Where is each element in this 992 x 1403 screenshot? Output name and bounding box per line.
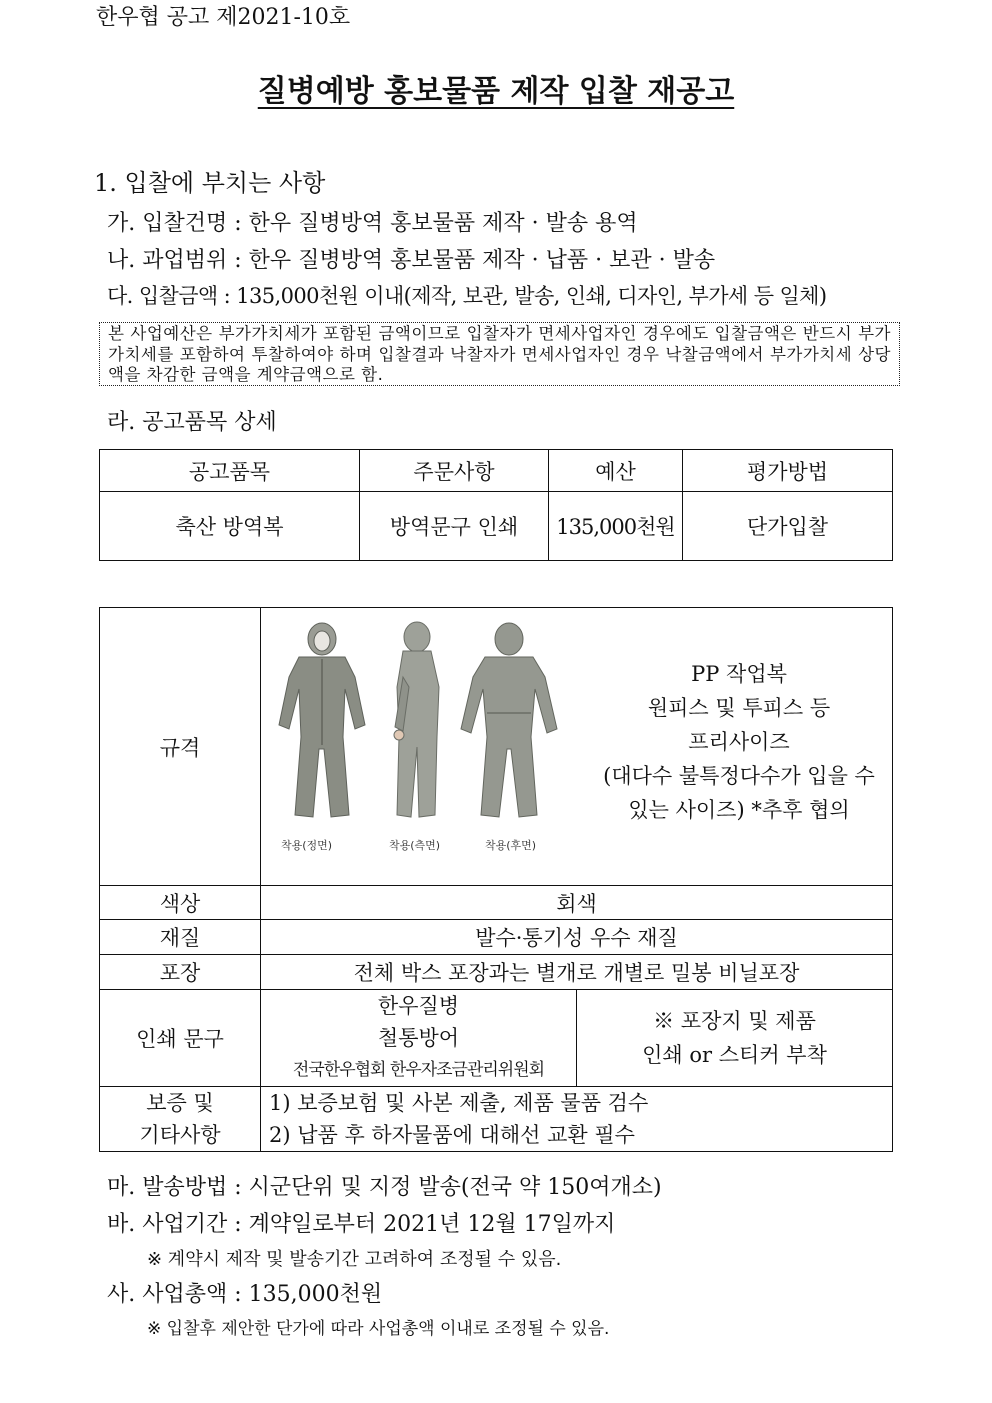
page-title (0, 66, 992, 110)
print-row (100, 990, 893, 1087)
item-ma: 마. 발송방법 : 시군단위 및 지정 발송(전국 약 150여개소) (107, 1175, 662, 1200)
spec-table (99, 607, 893, 1152)
caption-side: 착용(측면) (389, 838, 441, 852)
item-ra: 라. 공고품목 상세 (107, 410, 277, 435)
title-text: 질병예방 홍보물품 제작 입찰 재공고 (257, 74, 735, 109)
notice-number: 한우협 공고 제2021-10호 (96, 5, 351, 30)
spec-description (579, 657, 899, 827)
coverall-photos (269, 617, 559, 867)
guarantee-label-line: 보증 및 (146, 1091, 214, 1115)
caption-front: 착용(정면) (281, 838, 333, 852)
item-ba: 바. 사업기간 : 계약일로부터 2021년 12월 17일까지 (107, 1212, 616, 1237)
spec-line: PP 작업복 (691, 661, 787, 686)
spec-content-cell (261, 608, 893, 886)
coverall-front-image (279, 623, 365, 817)
header-evaluation: 평가방법 (683, 450, 893, 492)
packing-value: 전체 박스 포장과는 별개로 개별로 밀봉 비닐포장 (261, 955, 893, 990)
item-ba-note: ※ 계약시 제작 및 발송기간 고려하여 조정될 수 있음. (147, 1249, 562, 1270)
color-value: 회색 (261, 886, 893, 920)
material-label: 재질 (100, 920, 261, 955)
material-row (100, 920, 893, 955)
item-sa: 사. 사업총액 : 135,000천원 (107, 1282, 383, 1307)
print-note-line: 인쇄 or 스티커 부착 (642, 1043, 827, 1067)
header-order: 주문사항 (360, 450, 549, 492)
caption-back: 착용(후면) (485, 838, 537, 852)
item-da: 다. 입찰금액 : 135,000천원 이내(제작, 보관, 발송, 인쇄, 디자인, 부가세 등 일체) (107, 284, 827, 308)
print-text-cell (261, 990, 577, 1087)
print-line: 한우질병 (377, 994, 460, 1018)
vat-note-box: 본 사업예산은 부가가치세가 포함된 금액이므로 입찰자가 면세사업자인 경우에도 입찰금액은 반드시 부가가치세를 포함하여 투찰하여야 하며 입찰결과 낙찰자가 면세사업자인 경우 낙찰금액에서 부가가치세 상당액을 차감한 금액을 계약금액으로 함. (99, 322, 900, 386)
packing-label: 포장 (100, 955, 261, 990)
cell-budget: 135,000천원 (549, 492, 683, 561)
item-ga: 가. 입찰건명 : 한우 질병방역 홍보물품 제작 · 발송 용역 (107, 211, 638, 236)
guarantee-line: 2) 납품 후 하자물품에 대해선 교환 필수 (269, 1123, 635, 1147)
cell-order: 방역문구 인쇄 (360, 492, 549, 561)
guarantee-label-line: 기타사항 (139, 1123, 221, 1147)
guarantee-line: 1) 보증보험 및 사본 제출, 제품 물품 검수 (269, 1091, 649, 1115)
material-value: 발수·통기성 우수 재질 (261, 920, 893, 955)
section-heading: 1. 입찰에 부치는 사항 (94, 169, 326, 197)
spec-row (100, 608, 893, 886)
spec-line: 원피스 및 투피스 등 (647, 695, 831, 720)
print-line: 전국한우협회 한우자조금관리위원회 (292, 1060, 545, 1080)
packing-row (100, 955, 893, 990)
print-note-cell (577, 990, 893, 1087)
spec-line: 프리사이즈 (688, 729, 790, 754)
header-budget: 예산 (549, 450, 683, 492)
guarantee-row (100, 1087, 893, 1152)
cell-item: 축산 방역복 (100, 492, 360, 561)
spec-line: (대다수 불특정다수가 입을 수 (603, 763, 875, 788)
spec-label: 규격 (100, 608, 261, 886)
guarantee-label (100, 1087, 261, 1152)
coverall-side-image (394, 622, 439, 817)
color-label: 색상 (100, 886, 261, 920)
spec-line: 있는 사이즈) *추후 협의 (628, 797, 850, 822)
cell-evaluation: 단가입찰 (683, 492, 893, 561)
guarantee-value (261, 1087, 893, 1152)
print-note-line: ※ 포장지 및 제품 (653, 1009, 816, 1033)
color-row (100, 886, 893, 920)
item-sa-note: ※ 입찰후 제안한 단가에 따라 사업총액 이내로 조정될 수 있음. (147, 1319, 610, 1339)
print-label: 인쇄 문구 (100, 990, 261, 1087)
summary-header-row (100, 450, 893, 492)
coverall-back-image (461, 623, 557, 817)
summary-data-row (100, 492, 893, 561)
summary-table (99, 449, 893, 561)
header-item: 공고품목 (100, 450, 360, 492)
print-line: 철통방어 (377, 1026, 460, 1050)
item-na: 나. 과업범위 : 한우 질병방역 홍보물품 제작 · 납품 · 보관 · 발송 (107, 248, 716, 273)
